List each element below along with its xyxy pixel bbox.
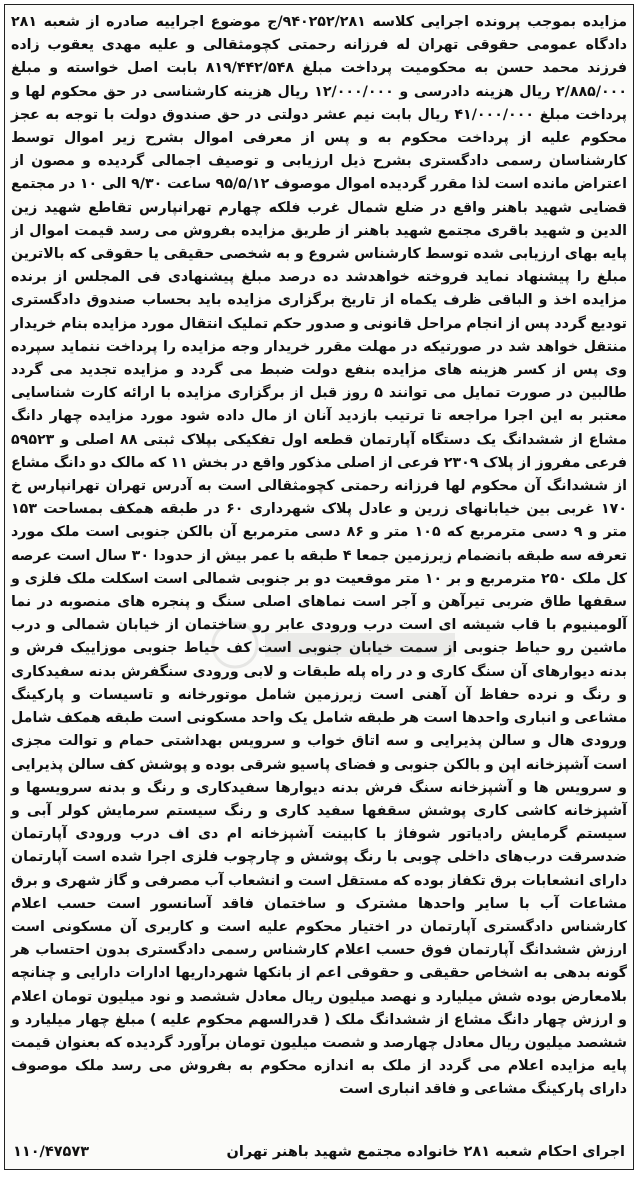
reference-number: ۱۱۰/۴۷۵۷۳	[13, 1144, 90, 1160]
notice-paragraph: مزایده بموجب پرونده اجرایی کلاسه ۹۴۰۲۵۲/۲۸۱/ج موضوع اجراییه صادره از شعبه ۲۸۱ دادگاه عمومی حقوقی تهران له فرزانه رحمتی کچومثقالی و علیه مهدی یعقوب زاده فرزند محمد حسن به محکومیت پرداخت مبلغ ۸۱۹/۴۴۲/۵۴۸ بابت اصل خواسته و مبلغ ۲/۸۸۵/۰۰۰ ریال هزینه دادرسی و ۱۲/۰۰۰/۰۰۰ ریال هزینه کارشناسی در حق محکوم لها و پرداخت مبلغ ۴۱/۰۰۰/۰۰۰ ریال بابت نیم عشر دولتی در حق صندوق دولت با توجه به عجز محکوم علیه از پرداخت محکوم به و پس از معرفی اموال بشرح زیر اموال توسط کارشناسان رسمی دادگستری بشرح ذیل ارزیابی و توصیف اجمالی گردیده و مصون از اعتراض مانده است لذا مقرر گردیده اموال موصوف ۹۵/۵/۱۲ ساعت ۹/۳۰ الی ۱۰ در مجتمع قضایی شهید باهنر واقع در ضلع شمال غرب فلکه چهارم تهرانپارس تقاطع شهید زین الدین و شهید باقری مجتمع شهید باهنر از طریق مزایده بفروش می رسد قیمت اموال از پایه بهای ارزیابی شده توسط کارشناس شروع و به شخصی حقیقی یا حقوقی که بالاترین مبلغ را پیشنهاد نماید فروخته خواهدشد ده درصد مبلغ پیشنهادی فی المجلس از برنده مزایده اخذ و الباقی ظرف یکماه از تاریخ برگزاری مزایده باید بحساب صندوق دادگستری تودیع گردد پس از انجام مراحل قانونی و صدور حکم تملیک انتقال مورد مزایده بنام خریدار منتقل خواهد شد در صورتیکه در مهلت مقرر خریدار وجه مزایده را پرداخت ننماید سپرده وی پس از کسر هزینه های مزایده بنفع دولت ضبط می گردد و مزایده تجدید می گردد طالبین در صورت تمایل می توانند ۵ روز قبل از برگزاری مزایده با ارائه کارت شناسایی معتبر به این اجرا مراجعه تا ترتیب بازدید آنان از مال داده شود مورد مزایده چهار دانگ مشاع از ششدانگ یک دستگاه آپارتمان قطعه اول تفکیکی بپلاک ثبتی ۸۸ اصلی و ۵۹۵۲۳ فرعی مفروز از پلاک ۲۳۰۹ فرعی از اصلی مذکور واقع در بخش ۱۱ که مالک دو دانگ مشاع از ششدانگ آن محکوم لها فرزانه رحمتی کچومثقالی است به آدرس تهران تهرانپارس خ ۱۷۰ غربی بین خیابانهای زرین و عادل پلاک شهرداری ۶۰ در طبقه همکف بمساحت ۱۵۳ متر و ۹ دسی مترمربع که ۱۰۵ متر و ۸۶ دسی مترمربع آن بالکن جنوبی است ملک مورد تعرفه سه طبقه بانضمام زیرزمین جمعا ۴ طبقه با عمر بیش از حدودا ۳۰ سال است عرصه کل ملک ۲۵۰ مترمربع و بر ۱۰ متر موقعیت دو بر جنوبی شمالی است اسکلت ملک فلزی و سقفها طاق ضربی تیرآهن و آجر است نماهای اصلی سنگ و پنجره های منصوبه در نما آلومینیوم با قاب شیشه ای است درب ورودی عابر رو ساختمان از خیابان شمالی و درب ماشین رو حیاط جنوبی از سمت خیابان جنوبی است کف حیاط جنوبی موزاییک فرش و بدنه دیوارهای آن سنگ کاری و در راه پله طبقات و لابی ورودی سنگفرش بدنه سفیدکاری و رنگ و نرده حفاظ آن آهنی است زیرزمین شامل موتورخانه و تاسیسات و پارکینگ مشاعی و انباری واحدها است هر طبقه شامل یک واحد مسکونی است طبقه همکف شامل ورودی هال و سالن پذیرایی و سه اتاق خواب و سرویس بهداشتی حمام و توالت مجزی است آشپزخانه اپن و بالکن جنوبی و فضای پاسیو شرقی بوده و پوشش کف سالن پذیرایی و سرویس ها و آشپزخانه سنگ فرش بدنه دیوارها سفیدکاری و رنگ و بدنه سرویسها و آشپزخانه کاشی کاری پوشش سقفها سفید کاری و رنگ سیستم سرمایش کولر آبی و سیستم گرمایش رادیاتور شوفاژ با کابینت آشپزخانه ام دی اف درب ورودی آپارتمان ضدسرقت درب‌های داخلی چوبی با رنگ پوشش و چارچوب فلزی اجرا شده است آپارتمان دارای انشعابات برق تکفاز بوده که مستقل است و انشعاب آب مصرفی و گاز شهری و برق مشاعات آب با سایر واحدها مشترک و ساختمان فاقد آسانسور است حسب اعلام کارشناس دادگستری آپارتمان در اختیار محکوم علیه است و کاربری آن مسکونی است ارزش ششدانگ آپارتمان فوق حسب اعلام کارشناس رسمی دادگستری بدون احتساب هر گونه بدهی به اشخاص حقیقی و حقوقی اعم از بانکها شهرداریها ادارات دارایی و چنانچه بلامعارض بوده شش میلیارد و نهصد میلیون ریال معادل ششصد و نود میلیون تومان اعلام و ارزش چهار دانگ مشاع از ششدانگ ملک ( قدرالسهم محکوم علیه ) مبلغ چهار میلیارد و ششصد میلیون ریال معادل چهارصد و شصت میلیون تومان برآورد گردیده که بعنوان قیمت پایه مزایده اعلام می گردد از ملک به اندازه محکوم به بفروش می رسد ملک موصوف دارای پارکینگ مشاعی و فاقد انباری است	[11, 14, 628, 1098]
notice-footer	[13, 1139, 625, 1165]
notice-body	[11, 11, 627, 1102]
notice-page	[4, 4, 634, 1170]
issuer-signature: اجرای احکام شعبه ۲۸۱ خانواده مجتمع شهید باهنر تهران	[226, 1144, 625, 1160]
